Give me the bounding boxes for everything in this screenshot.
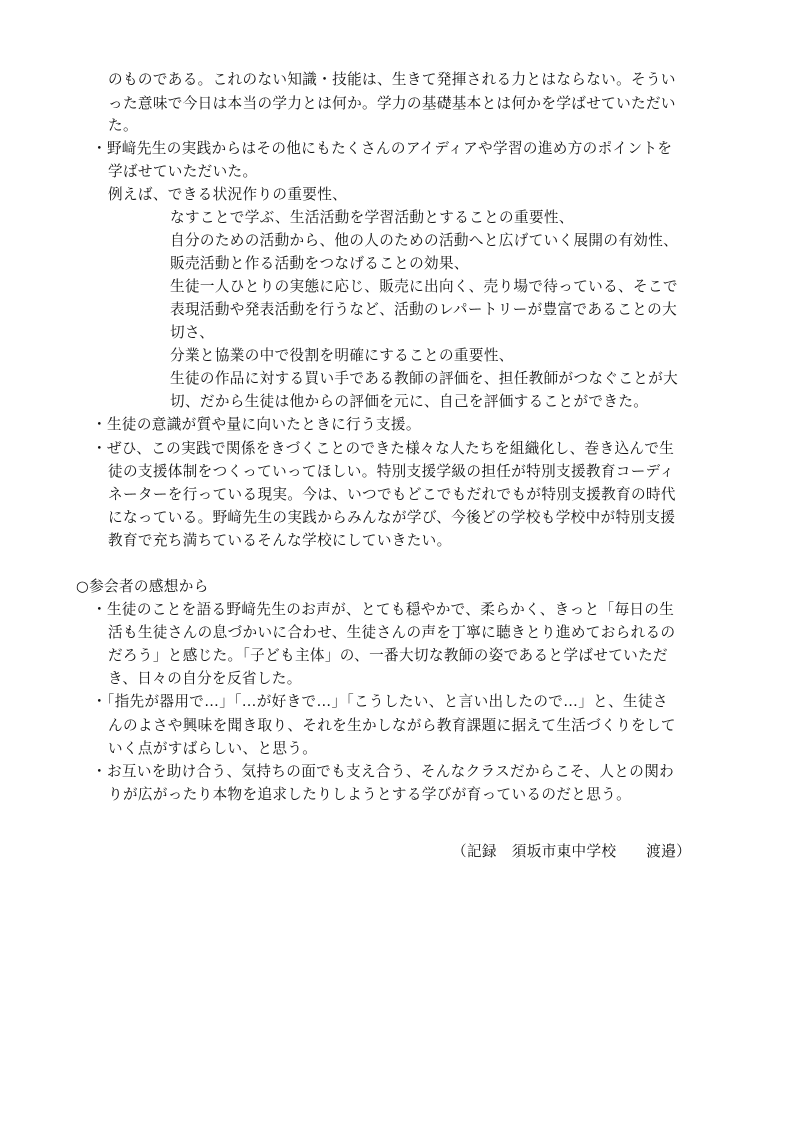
bullet-line: ・生徒の意識が質や量に向いたときに行う支援。 [92, 416, 421, 433]
bullet-line: 学ばせていただいた。 [108, 163, 258, 180]
bullet-line: ネーターを行っている現実。今は、いつでもどこでもだれでもが特別支援教育の時代 [108, 486, 676, 503]
impression-line: き、日々の自分を反省した。 [108, 670, 302, 687]
example-line: 分業と協業の中で役割を明確にすることの重要性、 [170, 347, 514, 364]
example-line: 表現活動や発表活動を行うなど、活動のレパートリーが豊富であることの大 [170, 301, 678, 318]
examples-lead: 例えば、できる状況作りの重要性、 [108, 186, 348, 203]
example-line: 切、だから生徒は他からの評価を元に、自己を評価することができた。 [170, 393, 649, 410]
impression-line: りが広がったり本物を追求したりしようとする学びが育っているのだと思う。 [108, 786, 632, 803]
impression-line: ・「指先が器用で…」「…が好きで…」「こうしたい、と言い出したので…」と、生徒さ [92, 693, 668, 710]
impression-line: ・生徒のことを語る野﨑先生のお声が、とても穏やかで、柔らかく、きっと「毎日の生 [92, 601, 675, 618]
bullet-line: 徒の支援体制をつくっていってほしい。特別支援学級の担任が特別支援教育コーディ [108, 463, 675, 480]
bullet-line: ・野﨑先生の実践からはその他にもたくさんのアイディアや学習の進め方のポイントを [92, 140, 673, 157]
example-line: 生徒一人ひとりの実態に応じ、販売に出向く、売り場で待っている、そこで [170, 278, 678, 295]
impression-line: んのよさや興味を聞き取り、それを生かしながら教育課題に据えて生活づくりをして [108, 717, 676, 734]
impression-line: 活も生徒さんの息づかいに合わせ、生徒さんの声を丁寧に聴きとり進めておられるの [108, 624, 676, 641]
example-line: 切さ、 [170, 324, 215, 341]
paragraph-line: った意味で今日は本当の学力とは何か。学力の基礎基本とは何かを学ばせていただい [108, 95, 676, 112]
example-line: なすことで学ぶ、生活活動を学習活動とすることの重要性、 [170, 209, 574, 226]
bullet-line: ・ぜひ、この実践で関係をきづくことのできた様々な人たちを組織化し、巻き込んで生 [92, 440, 675, 457]
paragraph-line: のものである。これのない知識・技能は、生きて発揮される力とはならない。そうい [108, 71, 676, 88]
example-line: 自分のための活動から、他の人のための活動へと広げていく展開の有効性、 [170, 232, 679, 249]
example-line: 生徒の作品に対する買い手である教師の評価を、担任教師がつなぐことが大 [170, 370, 679, 387]
bullet-line: 教育で充ち満ちているそんな学校にしていきたい。 [108, 532, 452, 549]
impression-line: ・お互いを助け合う、気持ちの面でも支え合う、そんなクラスだからこそ、人との関わ [92, 763, 675, 780]
paragraph-line: た。 [108, 117, 138, 134]
example-line: 販売活動と作る活動をつなげることの効果、 [170, 255, 469, 272]
impression-line: だろう」と感じた。「子ども主体」の、一番大切な教師の姿であると学ばせていただ [108, 647, 668, 664]
bullet-line: になっている。野﨑先生の実践からみんなが学び、今後どの学校も学校中が特別支援 [108, 509, 676, 526]
impression-line: いく点がすばらしい、と思う。 [108, 740, 318, 757]
record-note: （記録 須坂市東中学校 渡邉） [452, 843, 692, 860]
section-heading: ○参会者の感想から [76, 578, 209, 595]
